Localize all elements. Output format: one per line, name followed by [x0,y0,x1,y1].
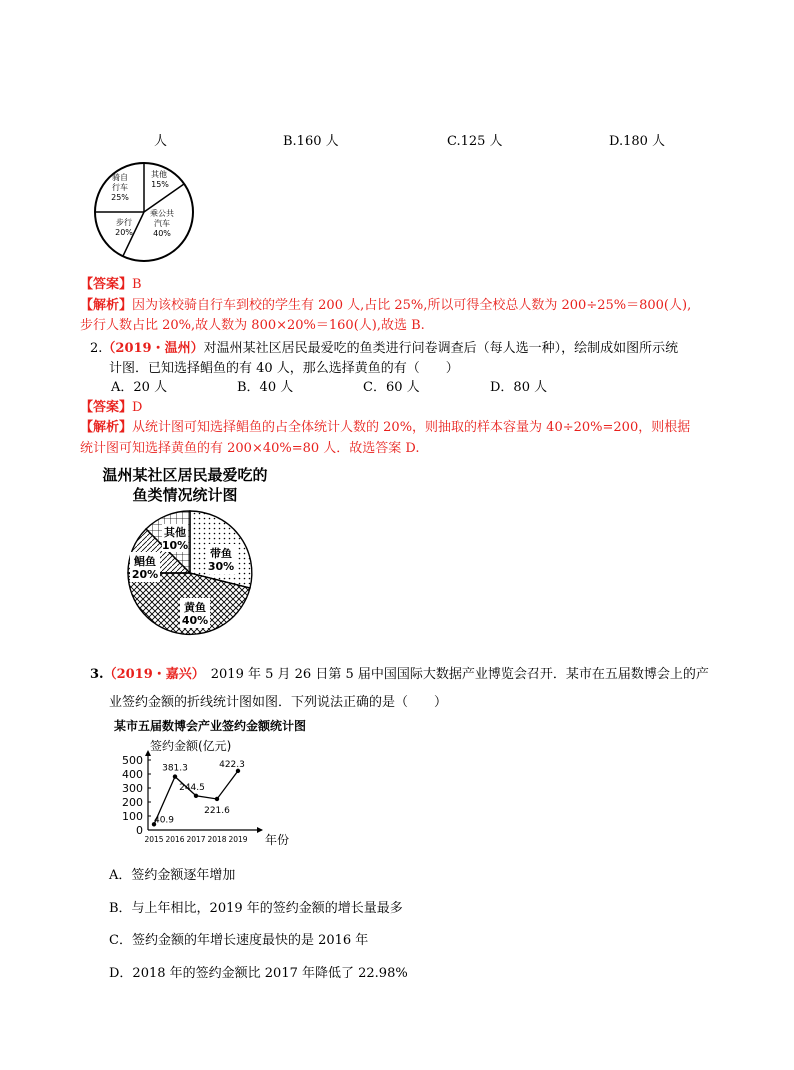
q1-pie-label-bus-3: 40% [153,229,171,238]
q2-pie-label-huangyu: 黄鱼 [184,601,206,614]
chart-ytick-label: 500 [122,754,143,767]
q1-answer: B [132,277,142,292]
chart-data-label: 40.9 [153,815,175,826]
q3-option-b: B．与上年相比，2019 年的签约金额的增长量最多 [109,901,403,916]
chart-xtick-label: 2019 [228,835,248,844]
chart-x-axis-arrow [257,827,263,833]
q3-option-d: D．2018 年的签约金额比 2017 年降低了 22.98% [109,966,408,981]
q2-analysis-text-1: 从统计图可知选择鲳鱼的占全体统计人数的 20%，则抽取的样本容量为 40÷20%=200，则根据 [132,420,691,435]
q1-pie-label-bike-1: 骑自 [112,173,128,182]
q2-analysis-tag: 【解析】 [80,420,133,435]
q1-pie-label-bus-1: 乘公共 [150,209,174,218]
q1-pie-label-other-2: 15% [151,180,169,189]
q2-pie-value-daiyu: 30% [207,560,235,573]
q2-option-a: A．20 人 [111,380,168,395]
q1-pie-label-other-1: 其他 [151,170,167,179]
q3-option-a: A．签约金额逐年增加 [109,868,236,883]
q2-pie-label-other: 其他 [164,526,186,539]
q2-pie-value-huangyu: 40% [181,614,209,627]
chart-data-label: 381.3 [162,763,188,774]
q2-analysis-line-2: 统计图可知选择黄鱼的有 200×40%=80 人．故选答案 D. [80,441,420,456]
q1-answer-tag: 【答案】 [80,277,133,292]
q2-analysis-line-1 [80,416,690,435]
q1-analysis-line-2: 步行人数占比 20%,故人数为 800×20%＝160(人),故选 B. [80,318,425,333]
q1-analysis-tag: 【解析】 [80,298,133,313]
q1-pie-label-bike-3: 25% [111,193,129,202]
q2-pie-chart [122,506,258,640]
q2-stem-text-1: 对温州某社区居民最爱吃的鱼类进行问卷调查后（每人选一种），绘制成如图所示统 [203,341,679,356]
q3-option-c: C．签约金额的年增长速度最快的是 2016 年 [109,933,369,948]
chart-ylabel: 签约金额(亿元) [150,739,232,753]
q2-figure [90,462,280,640]
q2-pie-label-changyu: 鲳鱼 [134,555,156,568]
q2-answer: D [132,400,143,415]
q1-pie-label-bike-2: 行车 [112,183,128,192]
q1-pie-chart [92,160,196,264]
chart-ytick-label: 400 [122,768,143,781]
q1-answer-line [80,273,142,292]
chart-ytick-label: 100 [122,810,143,823]
q1-pie-label-walk-2: 20% [115,228,133,237]
q2-stem-line-1 [90,337,678,356]
q2-number: 2. [90,341,103,356]
chart-ytick-label: 0 [136,824,143,837]
chart-ytick-label: 300 [122,782,143,795]
q2-option-c: C．60 人 [363,380,420,395]
q2-option-d: D．80 人 [490,380,548,395]
q2-figure-title-1: 温州某社区居民最爱吃的 [102,466,268,484]
q2-option-b: B．40 人 [237,380,294,395]
chart-xtick-label: 2018 [207,835,227,844]
chart-ytick-label: 200 [122,796,143,809]
q1-analysis-text-1: 因为该校骑自行车到校的学生有 200 人,占比 25%,所以可得全校总人数为 200÷25%＝800(人), [132,298,692,313]
chart-point [215,797,219,801]
q1-analysis-line-1 [80,294,691,313]
chart-xlabel: 年份 [265,833,290,847]
q2-pie-label-daiyu: 带鱼 [210,547,232,560]
q2-answer-tag: 【答案】 [80,400,133,415]
q3-number: 3. [90,667,104,682]
chart-data-label: 244.5 [179,782,205,793]
q3-source: （2019・嘉兴） [103,667,205,682]
chart-xtick-label: 2015 [144,835,164,844]
chart-xtick-label: 2016 [165,835,185,844]
q1-option-c: C.125 人 [447,134,503,149]
q2-figure-title-2: 鱼类情况统计图 [132,486,238,504]
chart-point [173,774,177,778]
q1-option-a-tail: 人 [154,134,168,149]
q1-pie-label-walk-1: 步行 [116,218,132,227]
q1-option-d: D.180 人 [609,134,666,149]
chart-xticks [144,835,247,844]
chart-data-label: 221.6 [204,805,230,816]
q3-line-chart [112,712,312,852]
q2-pie-value-changyu: 20% [131,568,159,581]
q2-answer-line [80,396,142,415]
q1-pie-label-bus-2: 汽车 [154,219,170,228]
q2-source: （2019・温州） [102,341,204,356]
q1-option-b: B.160 人 [283,134,339,149]
q2-pie-value-other: 10% [161,539,189,552]
q3-stem-line-2: 业签约金额的折线统计图如图．下列说法正确的是（ ） [109,695,448,710]
chart-yticks [122,754,151,837]
chart-xtick-label: 2017 [186,835,206,844]
chart-title: 某市五届数博会产业签约金额统计图 [114,719,307,733]
chart-point [194,794,198,798]
q3-stem-line-1 [90,663,709,682]
q2-stem-line-2: 计图．已知选择鲳鱼的有 40 人，那么选择黄鱼的有（ ） [109,361,459,376]
q3-stem-text-1: 2019 年 5 月 26 日第 5 届中国国际大数据产业博览会召开．某市在五届数博会上的产 [210,667,709,682]
chart-data-label: 422.3 [219,759,245,770]
